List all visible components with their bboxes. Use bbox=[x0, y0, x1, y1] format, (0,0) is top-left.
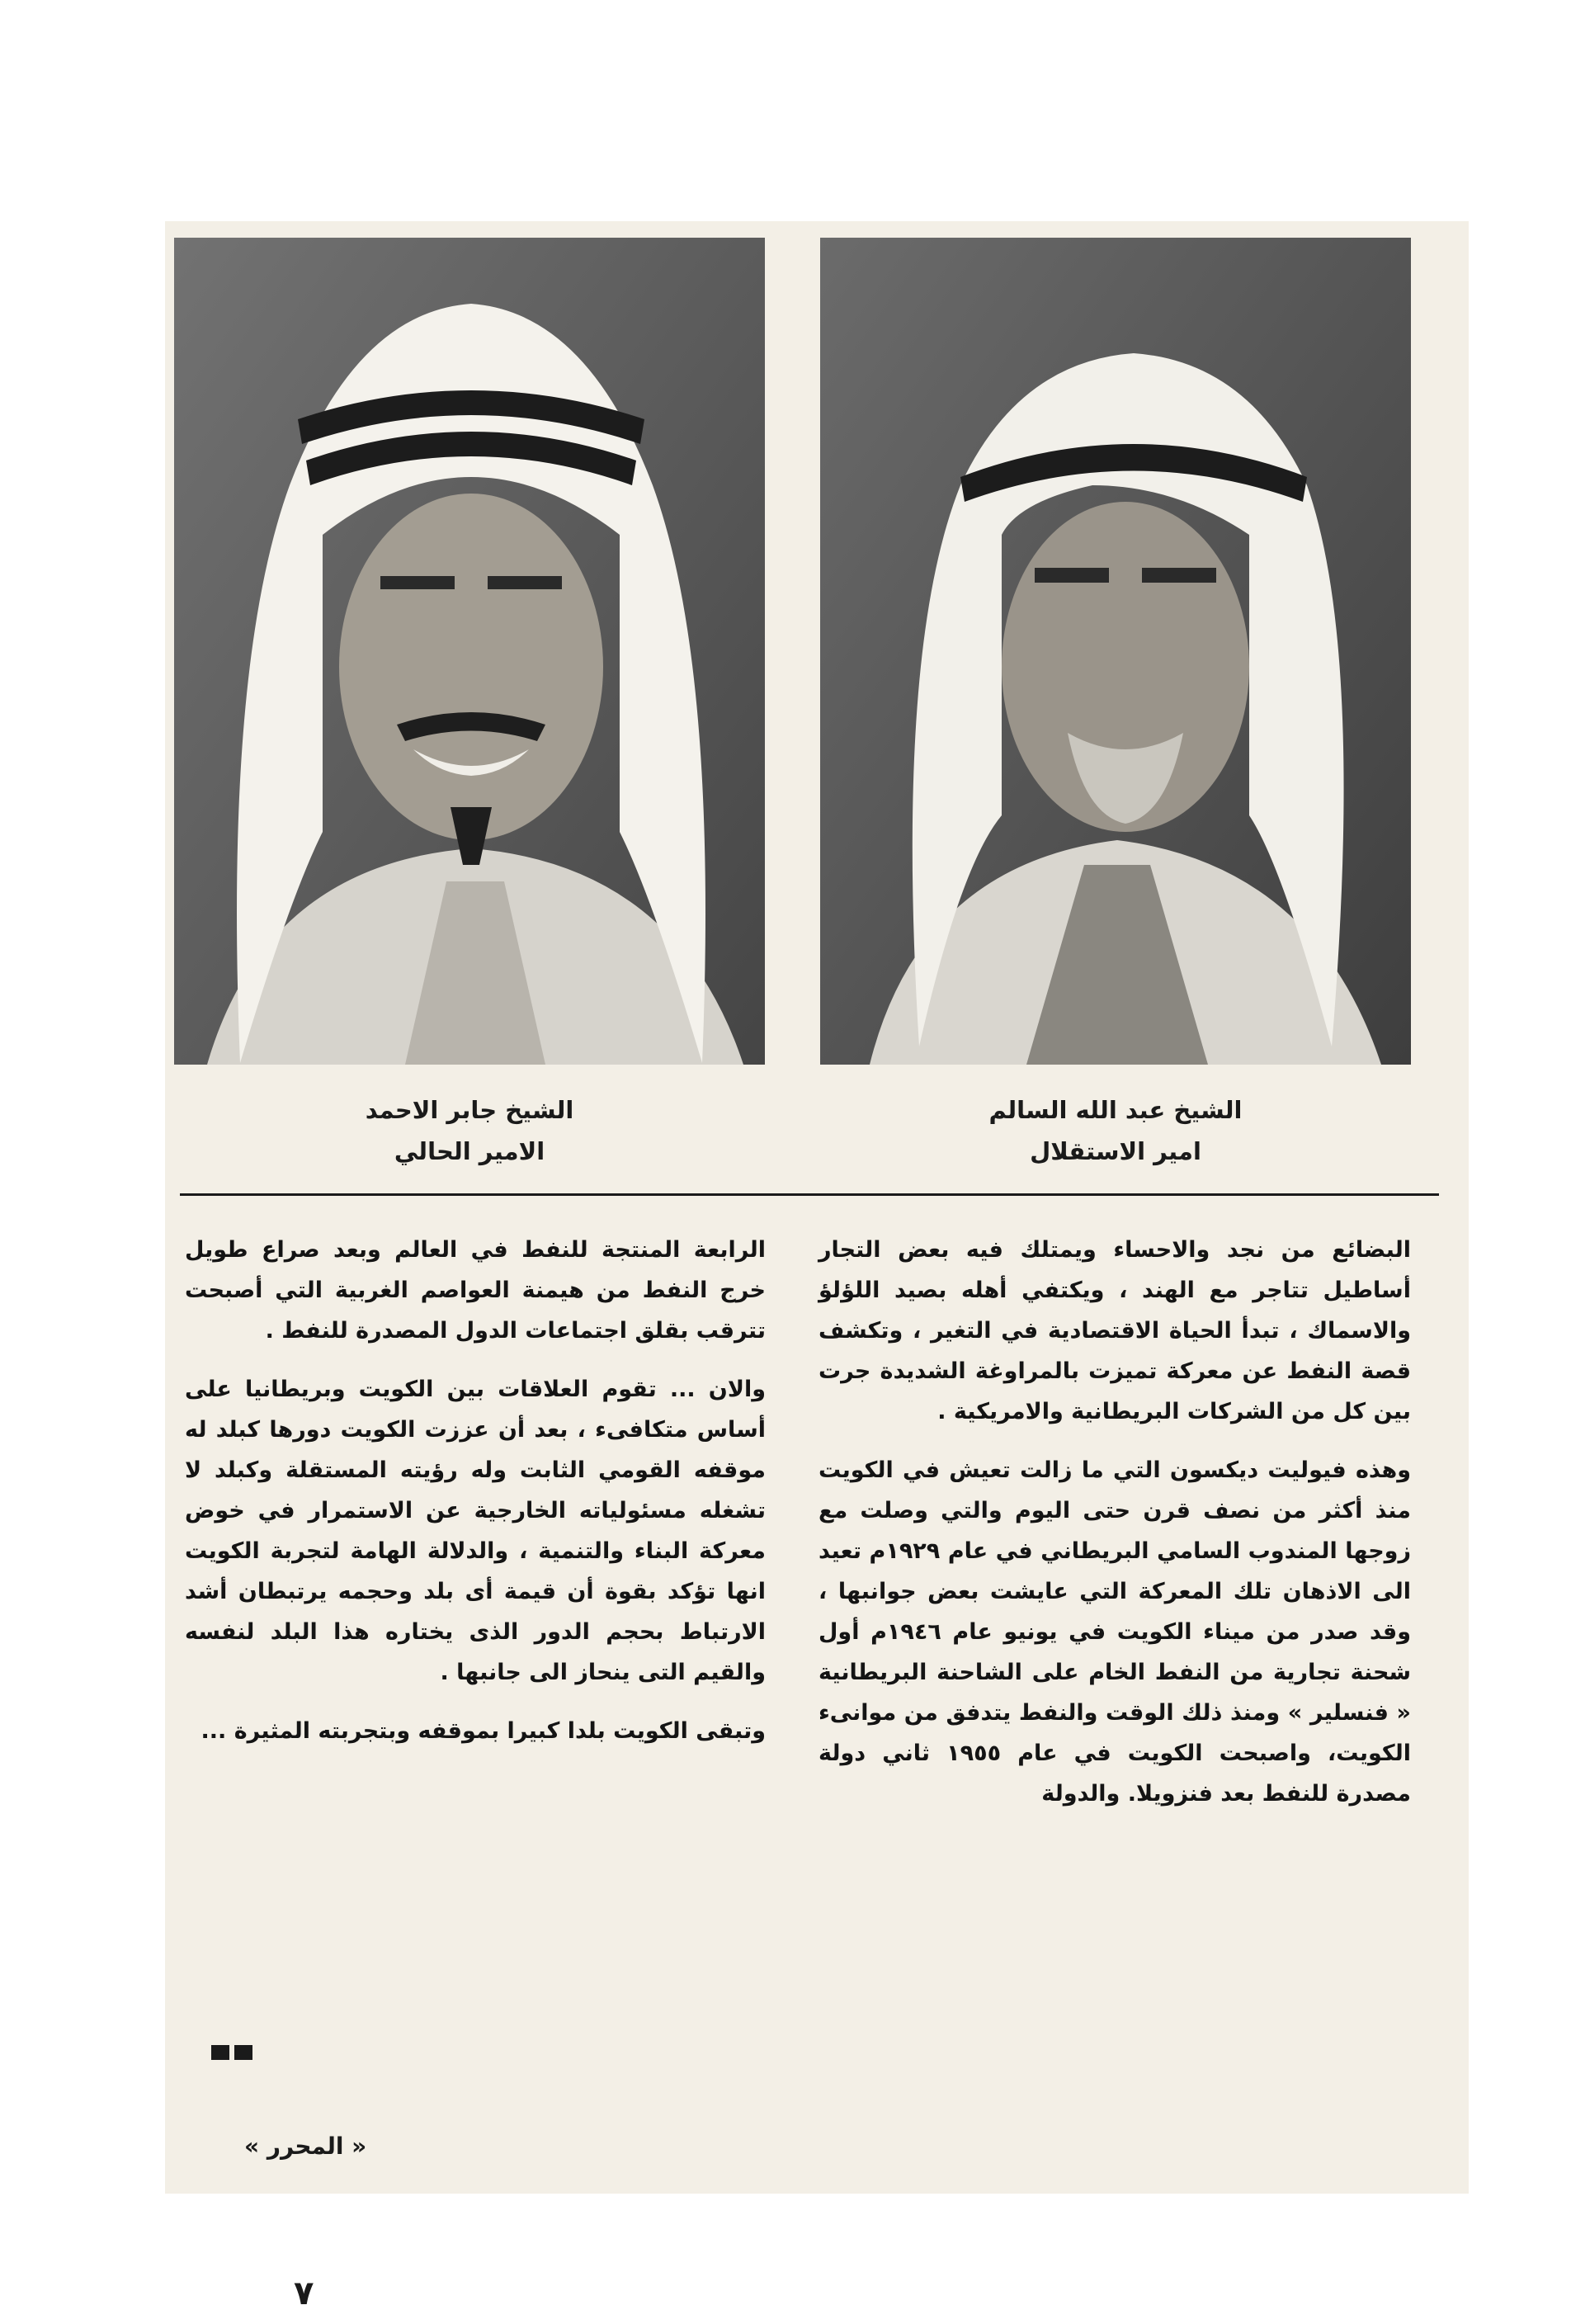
end-of-article-mark bbox=[211, 2045, 261, 2060]
caption-right-title: امير الاستقلال bbox=[1030, 1137, 1201, 1165]
paragraph: وهذه فيوليت ديكسون التي ما زالت تعيش في الكويت منذ أكثر من نصف قرن حتى اليوم والتي وصلت مع زوجها المندوب السامي البريطاني في عام ١٩٢٩م تعيد الى الاذهان تلك المعركة التي عايشت بعض جوانبها ، وقد صدر من ميناء الكويت في يونيو عام ١٩٤٦م أول شحنة تجارية من النفط الخام على الشاحنة البريطانية « فنسلير » ومنذ ذلك الوقت والنفط يتدفق من موانىء الكويت، واصبحت الكويت في عام ١٩٥٥ ثاني دولة مصدرة للنفط بعد فنزويلا. والدولة bbox=[819, 1457, 1411, 1807]
caption-left bbox=[174, 1089, 765, 1172]
page-number: ٧ bbox=[294, 2274, 314, 2312]
text-column-right bbox=[819, 1230, 1411, 1832]
caption-left-name: الشيخ جابر الاحمد bbox=[365, 1096, 574, 1124]
portrait-right-graphic bbox=[820, 238, 1411, 1065]
paragraph: الرابعة المنتجة للنفط في العالم وبعد صراع طويل خرج النفط من هيمنة العواصم الغربية التي أصبحت تترقب بقلق اجتماعات الدول المصدرة للنفط . bbox=[185, 1237, 766, 1344]
portrait-photo-right bbox=[820, 238, 1411, 1065]
caption-right bbox=[820, 1089, 1411, 1172]
author-signature: « المحرر » bbox=[244, 2133, 367, 2160]
text-column-left bbox=[185, 1230, 766, 1769]
caption-left-title: الامير الحالي bbox=[394, 1137, 545, 1165]
caption-right-name: الشيخ عبد الله السالم bbox=[988, 1096, 1243, 1124]
portrait-photo-left bbox=[174, 238, 765, 1065]
portrait-left-graphic bbox=[174, 238, 765, 1065]
horizontal-divider bbox=[180, 1193, 1439, 1196]
paragraph: وتبقى الكويت بلدا كبيرا بموقفه وبتجربته المثيرة ... bbox=[201, 1718, 766, 1744]
paragraph: البضائع من نجد والاحساء ويمتلك فيه بعض التجار أساطيل تتاجر مع الهند ، ويكتفي أهله بصيد اللؤلؤ والاسماك ، تبدأ الحياة الاقتصادية في التغير ، وتكشف قصة النفط عن معركة تميزت بالمراوغة الشديدة جرت بين كل من الشركات البريطانية والامريكية . bbox=[819, 1237, 1411, 1424]
paragraph: والان ... تقوم العلاقات بين الكويت وبريطانيا على أساس متكافىء ، بعد أن عززت الكويت دورها كبلد له موقفه القومي الثابت وله رؤيته المستقلة وكبلد لا تشغله مسئولياته الخارجية عن الاستمرار في خوض معركة البناء والتنمية ، والدلالة الهامة لتجربة الكويت انها تؤكد بقوة أن قيمة أى بلد وحجمه يرتبطان أشد الارتباط بحجم الدور الذى يختاره هذا البلد لنفسه والقيم التى ينحاز الى جانبها . bbox=[185, 1377, 766, 1685]
